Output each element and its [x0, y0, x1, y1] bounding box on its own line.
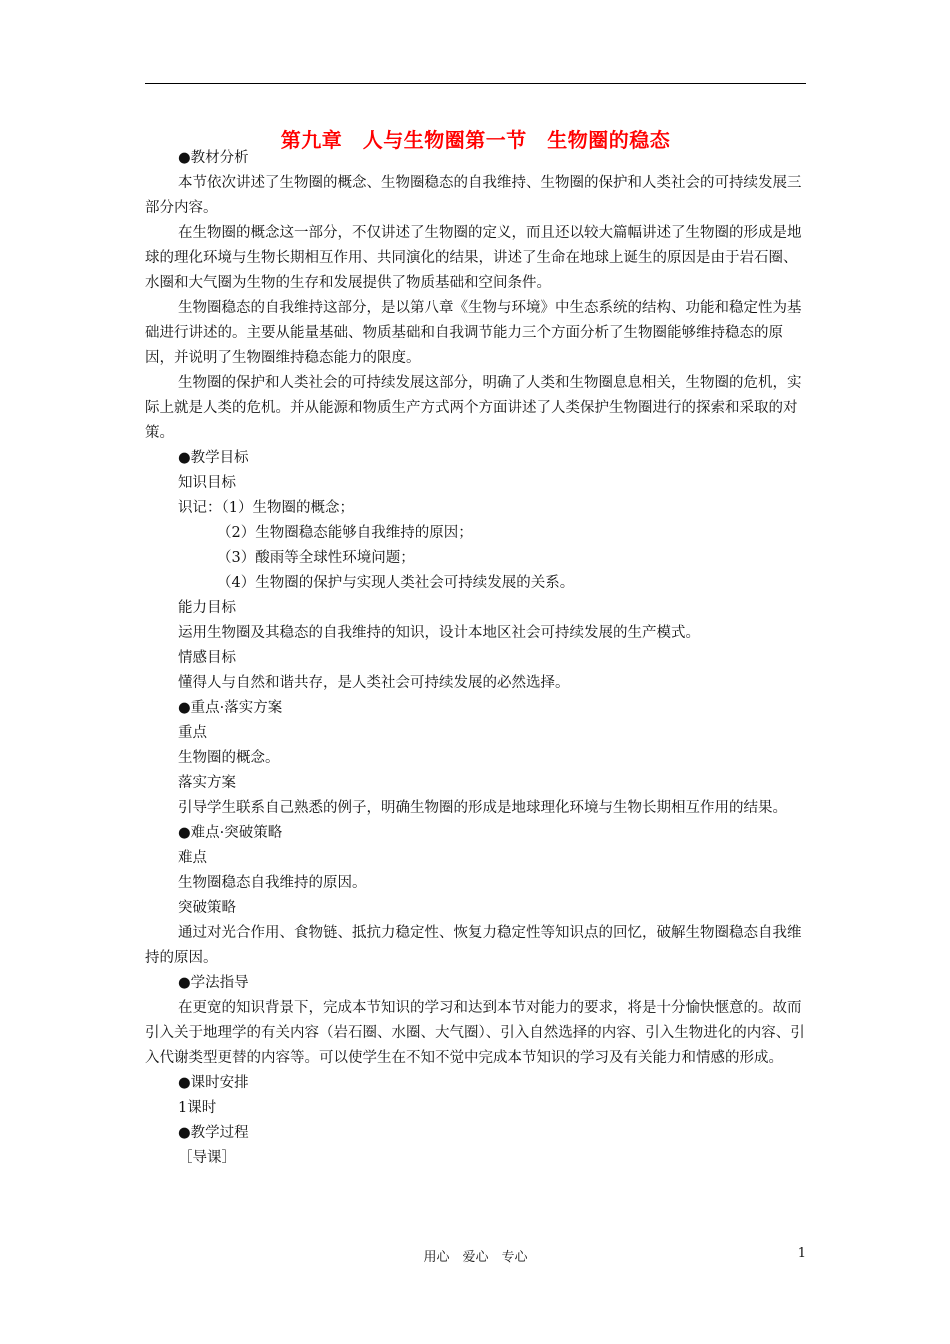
paragraph: 在更宽的知识背景下，完成本节知识的学习和达到本节对能力的要求，将是十分愉快惬意的。故而引入关于地理学的有关内容（岩石圈、水圈、大气圈）、引入自然选择的内容、引入生物进化的内容、引入代谢类型更替的内容等。可以使学生在不知不觉中完成本节知识的学习及有关能力和情感的形成。 [145, 1000, 805, 1066]
header-rule [145, 83, 806, 84]
paragraph: 生物圈的概念。 [178, 750, 280, 766]
paragraph: 生物圈稳态的自我维持这部分，是以第八章《生物与环境》中生态系统的结构、功能和稳定性为基础进行讲述的。主要从能量基础、物质基础和自我调节能力三个方面分析了生物圈能够维持稳态的原因，并说明了生物圈维持稳态能力的限度。 [145, 300, 802, 366]
subheading: 突破策略 [178, 900, 236, 916]
paragraph: 懂得人与自然和谐共存，是人类社会可持续发展的必然选择。 [178, 675, 570, 691]
section-heading-keypoints: ●重点·落实方案 [178, 700, 283, 716]
section-heading-materials: ●教材分析 [178, 150, 249, 166]
paragraph: 生物圈的保护和人类社会的可持续发展这部分，明确了人类和生物圈息息相关，生物圈的危机，实际上就是人类的危机。并从能源和物质生产方式两个方面讲述了人类保护生物圈进行的探索和采取的对策。 [145, 375, 802, 441]
paragraph: ［导课］ [178, 1150, 236, 1166]
section-heading-process: ●教学过程 [178, 1125, 249, 1141]
section-heading-method: ●学法指导 [178, 975, 249, 991]
footer-motto: 用心 爱心 专心 [423, 1250, 528, 1265]
subheading: 情感目标 [178, 650, 236, 666]
list-item: （4）生物圈的保护与实现人类社会可持续发展的关系。 [217, 575, 575, 591]
section-heading-goals: ●教学目标 [178, 450, 249, 466]
document-body [145, 146, 806, 1171]
paragraph: 生物圈稳态自我维持的原因。 [178, 875, 367, 891]
paragraph: 通过对光合作用、食物链、抵抗力稳定性、恢复力稳定性等知识点的回忆，破解生物圈稳态自我维持的原因。 [145, 925, 802, 966]
subheading: 知识目标 [178, 475, 236, 491]
section-heading-schedule: ●课时安排 [178, 1075, 249, 1091]
paragraph: 运用生物圈及其稳态的自我维持的知识，设计本地区社会可持续发展的生产模式。 [178, 625, 700, 641]
paragraph: 在生物圈的概念这一部分，不仅讲述了生物圈的定义，而且还以较大篇幅讲述了生物圈的形成是地球的理化环境与生物长期相互作用、共同演化的结果，讲述了生命在地球上诞生的原因是由于岩石圈、水圈和大气圈为生物的生存和发展提供了物质基础和空间条件。 [145, 225, 802, 291]
list-item: （3）酸雨等全球性环境问题； [217, 550, 415, 566]
paragraph: 1课时 [178, 1100, 217, 1116]
subheading: 能力目标 [178, 600, 236, 616]
page-number: 1 [797, 1246, 806, 1261]
subheading: 难点 [178, 850, 207, 866]
list-item: （2）生物圈稳态能够自我维持的原因； [217, 525, 473, 541]
paragraph: 引导学生联系自己熟悉的例子，明确生物圈的形成是地球理化环境与生物长期相互作用的结果。 [178, 800, 787, 816]
paragraph: 本节依次讲述了生物圈的概念、生物圈稳态的自我维持、生物圈的保护和人类社会的可持续发展三部分内容。 [145, 175, 802, 216]
subheading: 重点 [178, 725, 207, 741]
list-item: 识记：（1）生物圈的概念； [178, 500, 354, 516]
subheading: 落实方案 [178, 775, 236, 791]
page-title: 第九章 人与生物圈第一节 生物圈的稳态 [280, 128, 671, 152]
section-heading-difficulties: ●难点·突破策略 [178, 825, 283, 841]
